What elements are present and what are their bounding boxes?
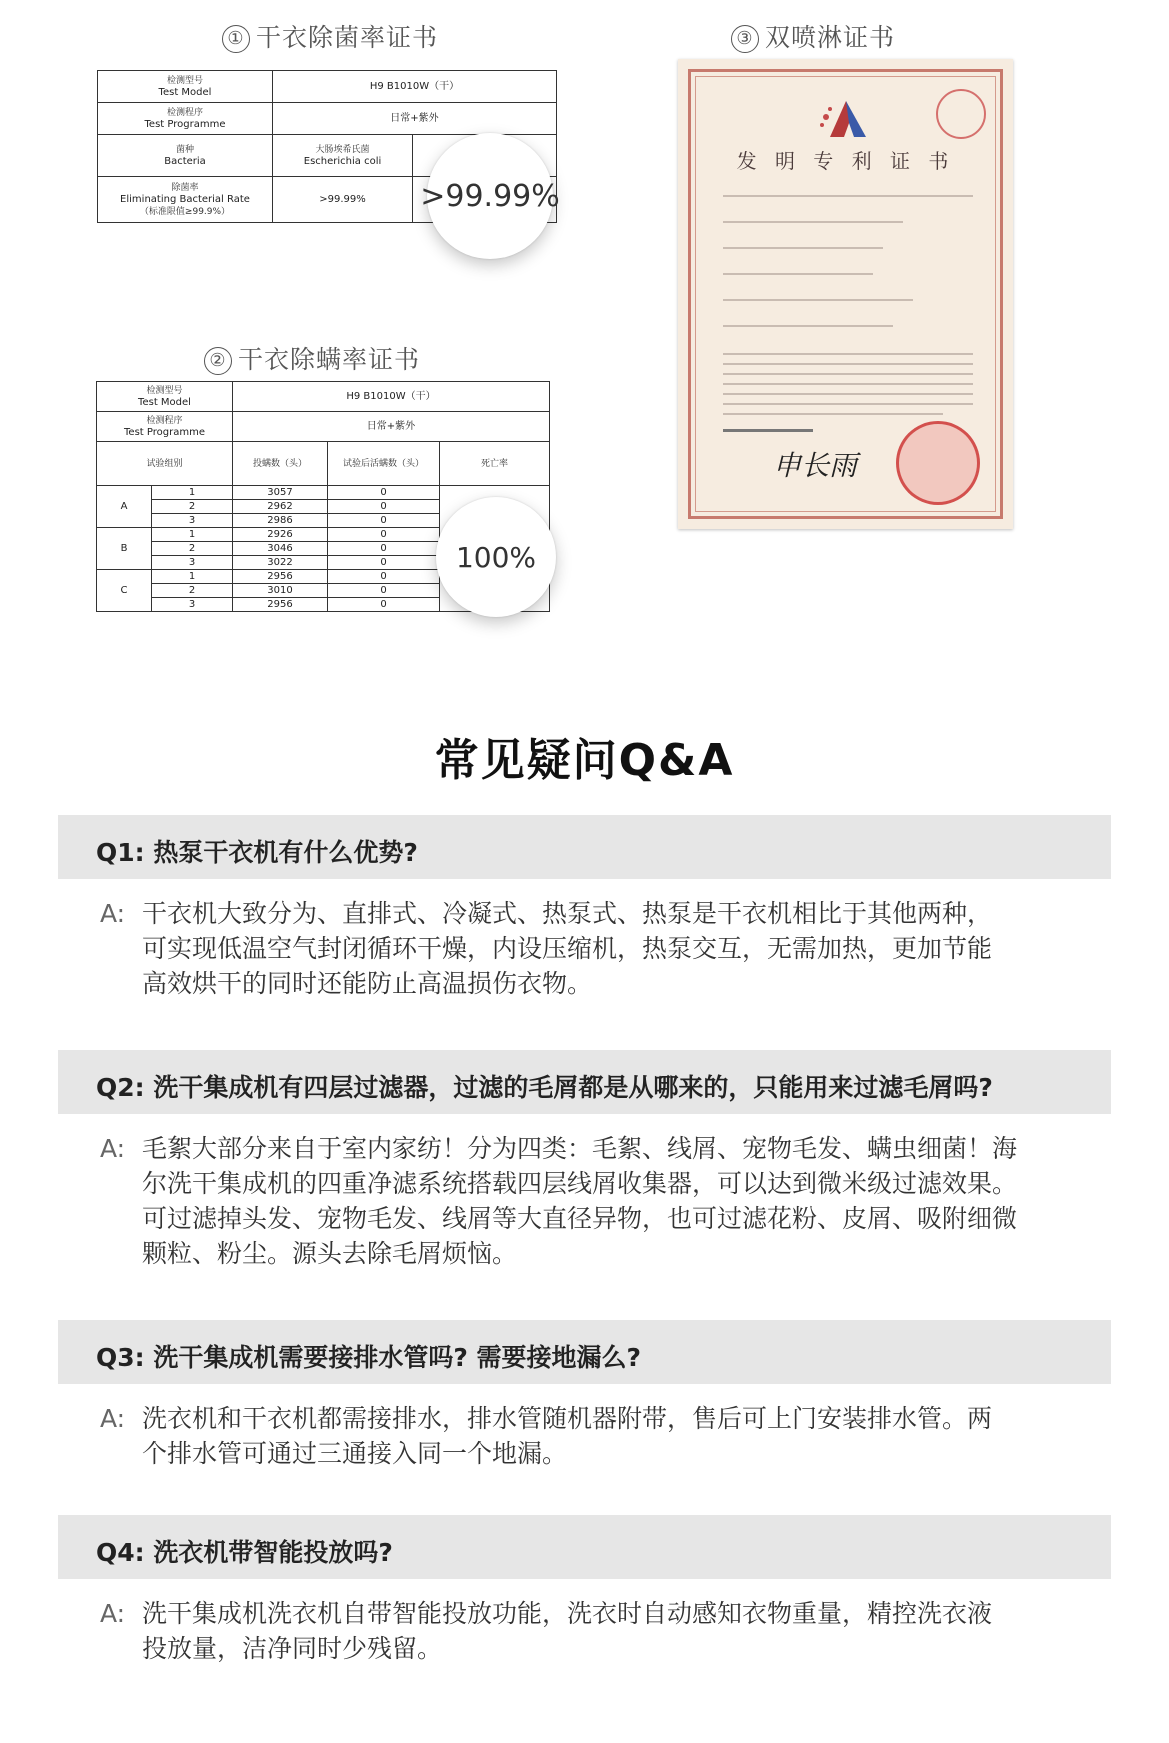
answer-3-line: 个排水管可通过三通接入同一个地漏。 [142, 1439, 568, 1468]
trial-number-cell: 1 [152, 486, 233, 500]
cert1-value-bacteria: 大肠埃希氏菌 Escherichia coli [273, 135, 413, 177]
mites-cell: 3010 [233, 584, 328, 598]
patent-text-line [723, 325, 893, 327]
patent-text-line [723, 247, 883, 249]
patent-text-line [723, 383, 973, 385]
alive-cell: 0 [328, 556, 440, 570]
patent-text-line [723, 299, 913, 301]
patent-text-line [723, 353, 973, 355]
trial-number-cell: 2 [152, 500, 233, 514]
mites-cell: 2956 [233, 598, 328, 612]
cert2-title [204, 340, 420, 376]
table-row [97, 486, 550, 500]
cert3-title [731, 18, 895, 54]
mites-cell: 3046 [233, 542, 328, 556]
trial-number-cell: 1 [152, 528, 233, 542]
cert2-value-programme: 日常+紫外 [233, 412, 550, 442]
patent-text-line [723, 403, 973, 405]
cert2-title-text: 干衣除螨率证书 [238, 345, 421, 374]
patent-small-seal [936, 89, 986, 139]
question-bar-2 [58, 1050, 1111, 1114]
cert3-title-text: 双喷淋证书 [765, 23, 896, 52]
alive-cell: 0 [328, 570, 440, 584]
question-1: Q1: 热泵干衣机有什么优势? [96, 838, 418, 867]
answer-2-line: 尔洗干集成机的四重净滤系统搭载四层线屑收集器，可以达到微米级过滤效果。 [142, 1169, 1018, 1198]
cert1-value-rate: >99.99% [273, 177, 413, 223]
answer-2-line: 颗粒、粉尘。源头去除毛屑烦恼。 [142, 1239, 518, 1268]
cert1-label-model: 检测型号 Test Model [98, 71, 273, 103]
cert1-value-model: H9 B1010W（干） [273, 71, 557, 103]
cert1-title [222, 18, 438, 54]
cert2-value-model: H9 B1010W（干） [233, 382, 550, 412]
question-3: Q3: 洗干集成机需要接排水管吗? 需要接地漏么? [96, 1343, 642, 1372]
answer-label: A: [100, 1404, 126, 1433]
alive-cell: 0 [328, 486, 440, 500]
patent-text-line [723, 393, 973, 395]
question-4: Q4: 洗衣机带智能投放吗? [96, 1538, 393, 1567]
qa-title: 常见疑问Q&A [434, 735, 735, 786]
cert2-header-group: 试验组别 [97, 442, 233, 486]
patent-official-stamp [896, 421, 980, 505]
question-bar-4 [58, 1515, 1111, 1579]
answer-1-line: 可实现低温空气封闭循环干燥，内设压缩机，热泵交互，无需加热，更加节能 [142, 934, 993, 963]
mites-cell: 2962 [233, 500, 328, 514]
answer-4-line: 投放量，洁净同时少残留。 [142, 1634, 443, 1663]
answer-4 [100, 1596, 1085, 1671]
alive-cell: 0 [328, 528, 440, 542]
trial-number-cell: 2 [152, 584, 233, 598]
cert3-number: ③ [731, 25, 759, 53]
cert2-highlight: 100% [455, 540, 537, 574]
group-cell: C [97, 570, 152, 612]
answer-2-line: 毛絮大部分来自于室内家纺！分为四类：毛絮、线屑、宠物毛发、螨虫细菌！海 [142, 1134, 1018, 1163]
patent-certificate-image [678, 59, 1013, 529]
cert1-magnifier [420, 133, 560, 259]
answer-label: A: [100, 1599, 126, 1628]
patent-text-line [723, 273, 873, 275]
question-bar-1 [58, 815, 1111, 879]
patent-barcode [723, 429, 813, 432]
patent-text-line [723, 373, 973, 375]
alive-cell: 0 [328, 514, 440, 528]
mites-cell: 3022 [233, 556, 328, 570]
cert2-header-alive: 试验后活螨数（头） [328, 442, 440, 486]
cert1-label-bacteria: 菌种 Bacteria [98, 135, 273, 177]
cert1-highlight: >99.99% [420, 178, 560, 214]
alive-cell: 0 [328, 500, 440, 514]
mites-cell: 2926 [233, 528, 328, 542]
answer-1 [100, 896, 1085, 1006]
mites-cell: 2956 [233, 570, 328, 584]
cert2-label-model: 检测型号 Test Model [97, 382, 233, 412]
answer-2-line: 可过滤掉头发、宠物毛发、线屑等大直径异物，也可过滤花粉、皮屑、吸附细微 [142, 1204, 1018, 1233]
cert1-value-programme: 日常+紫外 [273, 103, 557, 135]
group-cell: B [97, 528, 152, 570]
mites-cell: 3057 [233, 486, 328, 500]
cert1-label-programme: 检测程序 Test Programme [98, 103, 273, 135]
trial-number-cell: 2 [152, 542, 233, 556]
answer-1-line: 干衣机大致分为、直排式、冷凝式、热泵式、热泵是干衣机相比于其他两种， [142, 899, 993, 928]
trial-number-cell: 3 [152, 514, 233, 528]
cert2-number: ② [204, 347, 232, 375]
question-2: Q2: 洗干集成机有四层过滤器，过滤的毛屑都是从哪来的，只能用来过滤毛屑吗? [96, 1073, 993, 1102]
answer-3-line: 洗衣机和干衣机都需接排水，排水管随机器附带，售后可上门安装排水管。两 [142, 1404, 993, 1433]
patent-text-line [723, 363, 973, 365]
alive-cell: 0 [328, 542, 440, 556]
cert1-number: ① [222, 25, 250, 53]
group-cell: A [97, 486, 152, 528]
patent-office-logo [816, 97, 876, 141]
cert1-label-rate: 除菌率 Eliminating Bacterial Rate （标准限值≥99.9%） [98, 177, 273, 223]
answer-1-line: 高效烘干的同时还能防止高温损伤衣物。 [142, 969, 593, 998]
alive-cell: 0 [328, 584, 440, 598]
answer-4-line: 洗干集成机洗衣机自带智能投放功能，洗衣时自动感知衣物重量，精控洗衣液 [142, 1599, 993, 1628]
mites-cell: 2986 [233, 514, 328, 528]
patent-signature: 申长雨 [773, 449, 858, 482]
trial-number-cell: 1 [152, 570, 233, 584]
question-bar-3 [58, 1320, 1111, 1384]
cert2-header-mortality: 死亡率 [440, 442, 550, 486]
trial-number-cell: 3 [152, 598, 233, 612]
cert2-header-mites: 投螨数（头） [233, 442, 328, 486]
patent-text-line [723, 195, 973, 197]
trial-number-cell: 3 [152, 556, 233, 570]
cert1-title-text: 干衣除菌率证书 [256, 23, 439, 52]
answer-label: A: [100, 899, 126, 928]
answer-2 [100, 1131, 1085, 1276]
patent-text-line [723, 413, 943, 415]
answer-label: A: [100, 1134, 126, 1163]
alive-cell: 0 [328, 598, 440, 612]
answer-3 [100, 1401, 1085, 1476]
cert2-label-programme: 检测程序 Test Programme [97, 412, 233, 442]
patent-heading: 发 明 专 利 证 书 [736, 149, 955, 173]
patent-text-line [723, 221, 903, 223]
cert2-magnifier [436, 497, 556, 617]
